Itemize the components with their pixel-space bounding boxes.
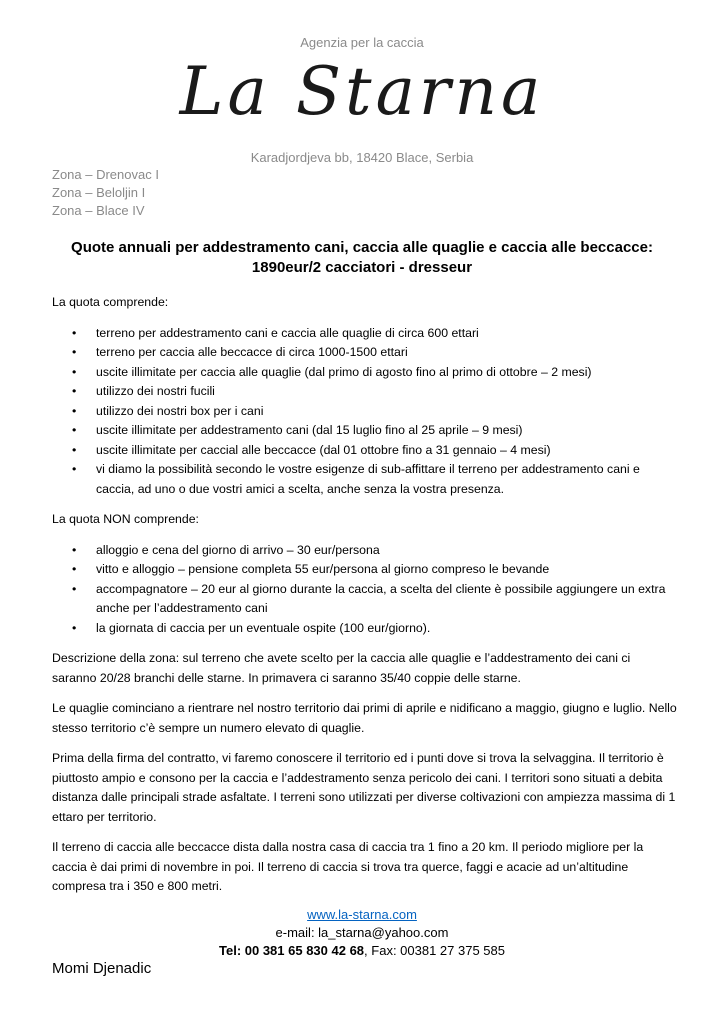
page-title [40, 238, 684, 278]
list-item: • terreno per caccia alle beccacce di circa 1000-1500 ettari [52, 343, 677, 363]
document-body [52, 293, 677, 908]
tel-number: Tel: 00 381 65 830 42 68 [219, 943, 365, 958]
list-item: • accompagnatore – 20 eur al giorno durante la caccia, a scelta del cliente è possibile aggiungere un extra anche per l’addestramento cani [52, 580, 677, 619]
list-item: • la giornata di caccia per un eventuale ospite (100 eur/giorno). [52, 619, 677, 639]
list-item: • vi diamo la possibilità secondo le vostre esigenze di sub-affittare il terreno per addestramento cani e caccia, ad uno o due vostri amici a scelta, anche senza la vostra presenza. [52, 460, 677, 499]
included-label: La quota comprende: [52, 295, 169, 309]
list-item: • terreno per addestramento cani e caccia alle quaglie di circa 600 ettari [52, 324, 677, 344]
zone-item: Zona – Blace IV [52, 203, 145, 218]
phone-line [0, 942, 724, 960]
list-item: • utilizzo dei nostri box per i cani [52, 402, 677, 422]
excluded-list [52, 541, 677, 639]
list-item: • utilizzo dei nostri fucili [52, 382, 677, 402]
quails-paragraph: Le quaglie cominciano a rientrare nel nostro territorio dai primi di aprile e nidificano a maggio, giugno e luglio. Nello stesso territorio c’è sempre un numero elevato di quaglie. [52, 701, 677, 735]
list-item: • uscite illimitate per caccial alle beccacce (dal 01 ottobre fino a 31 gennaio – 4 mesi) [52, 441, 677, 461]
included-list [52, 324, 677, 500]
address: Karadjordjeva bb, 18420 Blace, Serbia [250, 150, 474, 165]
woodcock-paragraph: Il terreno di caccia alle beccacce dista dalla nostra casa di caccia tra 1 fino a 20 km. Il periodo migliore per la caccia è dai primi di novembre in poi. Il terreno di caccia si trova tra querce, faggi e acacie ad un’altitudine compresa tra i 350 e 800 metri. [52, 840, 644, 893]
email-line: e-mail: la_starna@yahoo.com [275, 925, 449, 940]
title-line-2: 1890eur/2 cacciatori - dresseur [251, 259, 473, 276]
website-link[interactable]: www.la-starna.com [307, 907, 417, 922]
logo-la-starna: La Starna [179, 53, 545, 130]
list-item: • uscite illimitate per addestramento cani (dal 15 luglio fino al 25 aprile – 9 mesi) [52, 421, 677, 441]
territory-paragraph: Prima della firma del contratto, vi faremo conoscere il territorio ed i punti dove si trova la selvaggina. Il territorio è piuttosto ampio e consono per la caccia e l’addestramento senza pericolo dei cani. I territori sono situati a debita distanza dalle principali strade asfaltate. I terreni sono utilizzati per diverse coltivazioni con ampiezza massima di 1 ettaro per territorio. [52, 751, 676, 824]
title-line-1: Quote annuali per addestramento cani, caccia alle quaglie e caccia alle beccacce: [71, 239, 653, 256]
zones-list [52, 166, 159, 220]
fax-number: , Fax: 00381 27 375 585 [364, 943, 505, 958]
contact-footer [0, 906, 724, 960]
list-item: • alloggio e cena del giorno di arrivo – 30 eur/persona [52, 541, 677, 561]
excluded-label: La quota NON comprende: [52, 512, 199, 526]
agency-subtitle: Agenzia per la caccia [300, 35, 424, 50]
list-item: • vitto e alloggio – pensione completa 55 eur/persona al giorno compreso le bevande [52, 560, 677, 580]
zone-item: Zona – Drenovac I [52, 167, 159, 182]
signature: Momi Djenadic [52, 960, 152, 977]
list-item: • uscite illimitate per caccia alle quaglie (dal primo di agosto fino al primo di ottobre – 2 mesi) [52, 363, 677, 383]
zone-description-paragraph: Descrizione della zona: sul terreno che avete scelto per la caccia alle quaglie e l’addestramento dei cani ci saranno 20/28 branchi delle starne. In primavera ci saranno 35/40 coppie delle starne. [52, 651, 631, 685]
zone-item: Zona – Beloljin I [52, 185, 146, 200]
